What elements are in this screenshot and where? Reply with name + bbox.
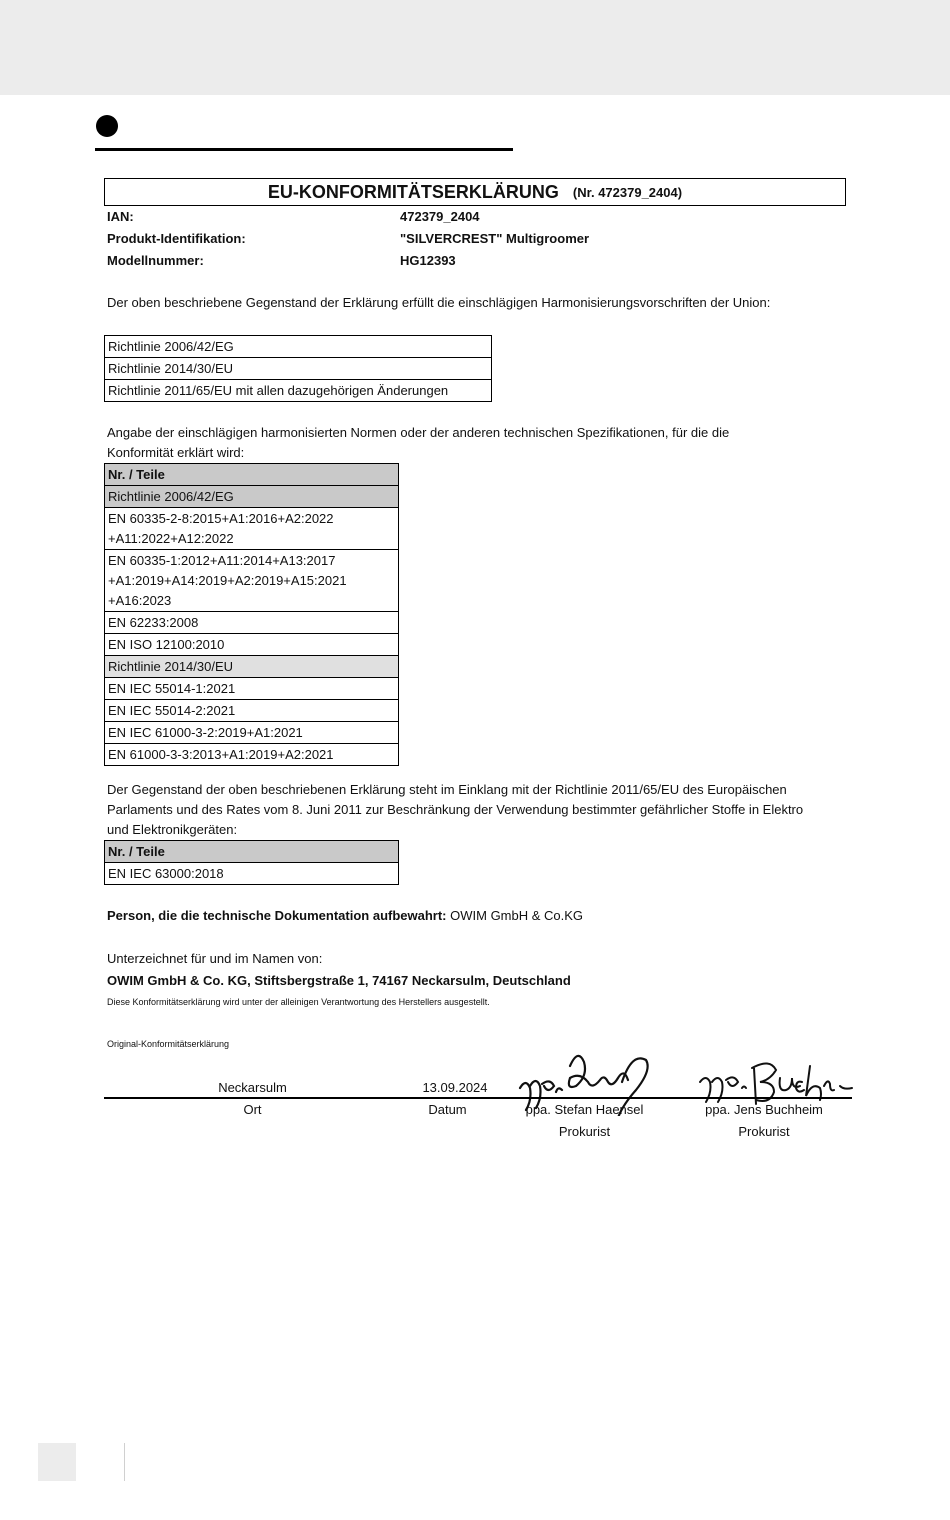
responsibility-note: Diese Konformitätserklärung wird unter der alleinigen Verantwortung des Herstellers ausgestellt. [107, 997, 490, 1007]
signature-date: 13.09.2024 [422, 1080, 488, 1095]
original-label: Original-Konformitätserklärung [107, 1039, 230, 1049]
norm-row [105, 507, 398, 549]
model-label: Modellnummer: [107, 253, 204, 268]
product-id-label: Produkt-Identifikation: [107, 231, 246, 246]
date-label: Datum [428, 1102, 467, 1117]
rohs-table-header: Nr. / Teile [105, 841, 398, 862]
header-rule [95, 148, 513, 151]
ian-label: IAN: [107, 209, 134, 224]
documentation-label: Person, die die technische Dokumentation aufbewahrt: [107, 908, 447, 923]
declaration-title-box [104, 178, 846, 206]
norms-group-heading: Richtlinie 2006/42/EG [105, 485, 398, 507]
norm-line: +A1:2019+A14:2019+A2:2019+A15:2021 [108, 573, 347, 588]
language-bullet-icon [96, 115, 118, 137]
signer1-role: Prokurist [558, 1124, 611, 1139]
rohs-table [104, 840, 399, 885]
norm-line: EN 60335-1:2012+A11:2014+A13:2017 [108, 553, 336, 568]
directive-row: Richtlinie 2006/42/EG [108, 339, 234, 354]
page-number-box [38, 1443, 76, 1481]
norms-group-heading: Richtlinie 2014/30/EU [105, 655, 398, 677]
norm-line: EN 60335-2-8:2015+A1:2016+A2:2022 [108, 511, 334, 526]
directives-table [104, 335, 492, 402]
signer2-role: Prokurist [738, 1124, 790, 1139]
declaration-number: (Nr. 472379_2404) [572, 184, 683, 200]
signed-for: Unterzeichnet für und im Namen von: [107, 951, 323, 966]
company-address: OWIM GmbH & Co. KG, Stiftsbergstraße 1, 74167 Neckarsulm, Deutschland [107, 973, 571, 988]
norm-row [105, 549, 398, 611]
norms-intro-line1: Angabe der einschlägigen harmonisierten Normen oder der anderen technischen Spezifikationen, für die die [107, 425, 730, 440]
top-band [0, 0, 950, 95]
product-id-value: "SILVERCREST" Multigroomer [400, 231, 590, 246]
documentation-line [107, 908, 583, 923]
documentation-value: OWIM GmbH & Co.KG [450, 908, 584, 923]
norm-row: EN IEC 61000-3-2:2019+A1:2021 [105, 721, 398, 743]
signer2-name: ppa. Jens Buchheim [705, 1102, 823, 1117]
model-value: HG12393 [400, 253, 456, 268]
signer1-name: ppa. Stefan Haensel [525, 1102, 644, 1117]
norm-row: EN ISO 12100:2010 [105, 633, 398, 655]
place-label: Ort [243, 1102, 262, 1117]
norms-intro-line2: Konformität erklärt wird: [107, 445, 245, 460]
signature-place: Neckarsulm [218, 1080, 287, 1095]
norms-table [104, 463, 399, 766]
norms-table-header: Nr. / Teile [105, 464, 398, 485]
directive-row: Richtlinie 2011/65/EU mit allen dazugehörigen Änderungen [105, 379, 491, 401]
norm-line: +A11:2022+A12:2022 [108, 531, 234, 546]
norm-row: EN 61000-3-3:2013+A1:2019+A2:2021 [105, 743, 398, 765]
signature-line [104, 1097, 852, 1099]
rohs-row: EN IEC 63000:2018 [105, 862, 398, 884]
ian-value: 472379_2404 [400, 209, 480, 224]
norm-line: +A16:2023 [108, 593, 172, 608]
declaration-title: EU-KONFORMITÄTSERKLÄRUNG [267, 181, 559, 202]
intro-text: Der oben beschriebene Gegenstand der Erklärung erfüllt die einschlägigen Harmonisierungsvorschriften der Union: [107, 295, 771, 310]
rohs-text-line2: Parlaments und des Rates vom 8. Juni 2011 zur Beschränkung der Verwendung bestimmter gefährlicher Stoffe in Elektro [107, 802, 804, 817]
norm-row: EN 62233:2008 [105, 611, 398, 633]
norm-row: EN IEC 55014-1:2021 [105, 677, 398, 699]
rohs-text-line1: Der Gegenstand der oben beschriebenen Erklärung steht im Einklang mit der Richtlinie 2011/65/EU des Europäischen [107, 782, 787, 797]
footer-divider [124, 1443, 125, 1481]
rohs-text-line3: und Elektronikgeräten: [107, 822, 238, 837]
norm-row: EN IEC 55014-2:2021 [105, 699, 398, 721]
directive-row: Richtlinie 2014/30/EU [105, 357, 491, 379]
